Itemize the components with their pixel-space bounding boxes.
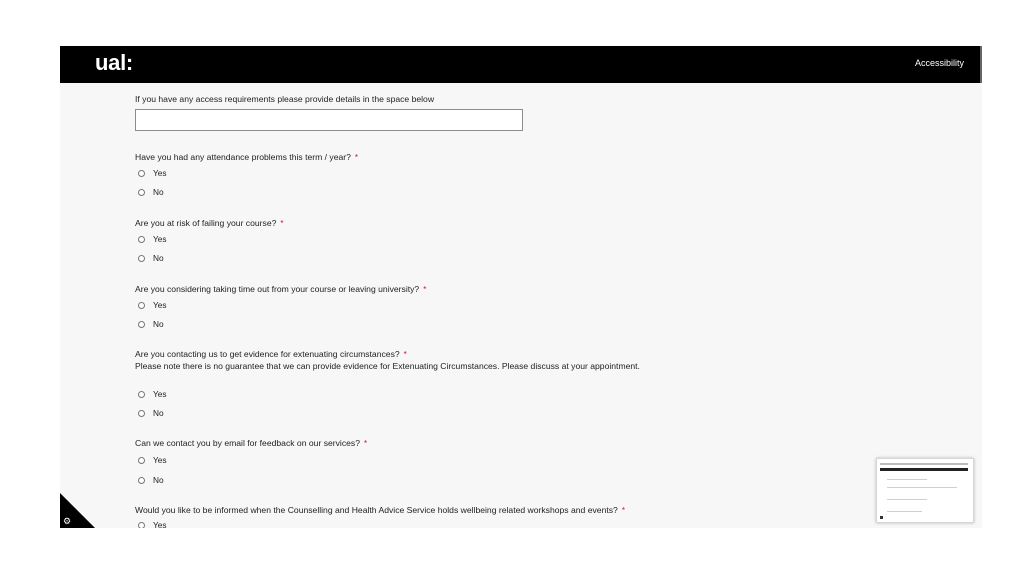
- radio-option[interactable]: [138, 299, 167, 311]
- radio-button[interactable]: [138, 477, 145, 484]
- question-label: Are you contacting us to get evidence for extenuating circumstances?: [135, 349, 400, 359]
- question-label: Can we contact you by email for feedback on our services?: [135, 438, 360, 448]
- radio-option[interactable]: [138, 474, 164, 486]
- radio-option[interactable]: [138, 318, 164, 330]
- question-label: Have you had any attendance problems this term / year?: [135, 152, 351, 162]
- header-bar: [60, 46, 982, 83]
- radio-label: No: [153, 408, 164, 418]
- header-divider: [980, 46, 982, 83]
- radio-button[interactable]: [138, 321, 145, 328]
- radio-label: Yes: [153, 234, 167, 244]
- question-risk-failing: [135, 213, 284, 231]
- radio-option[interactable]: [138, 186, 164, 198]
- radio-label: Yes: [153, 389, 167, 399]
- required-marker: *: [423, 285, 427, 294]
- gear-icon[interactable]: ⚙: [63, 516, 72, 526]
- question-label: Would you like to be informed when the Counselling and Health Advice Service holds wellbeing related workshops and events?: [135, 505, 618, 515]
- radio-button[interactable]: [138, 255, 145, 262]
- radio-option[interactable]: [138, 407, 164, 419]
- radio-label: Yes: [153, 300, 167, 310]
- radio-button[interactable]: [138, 236, 145, 243]
- access-requirements-label: If you have any access requirements please provide details in the space below: [135, 94, 435, 104]
- radio-option[interactable]: [138, 519, 167, 528]
- required-marker: *: [403, 350, 407, 359]
- radio-button[interactable]: [138, 457, 145, 464]
- radio-button[interactable]: [138, 410, 145, 417]
- radio-option[interactable]: [138, 454, 167, 466]
- access-requirements-input[interactable]: [135, 109, 523, 131]
- question-label: Are you at risk of failing your course?: [135, 218, 277, 228]
- required-marker: *: [280, 219, 284, 228]
- radio-label: No: [153, 319, 164, 329]
- extenuating-note: Please note there is no guarantee that we can provide evidence for Extenuating Circumstances. Please discuss at your appointment.: [135, 361, 640, 371]
- radio-label: Yes: [153, 520, 167, 528]
- radio-label: No: [153, 253, 164, 263]
- app-frame: [60, 46, 982, 528]
- question-label: Are you considering taking time out from your course or leaving university?: [135, 284, 420, 294]
- radio-button[interactable]: [138, 522, 145, 529]
- radio-option[interactable]: [138, 233, 167, 245]
- radio-button[interactable]: [138, 391, 145, 398]
- radio-label: Yes: [153, 455, 167, 465]
- radio-option[interactable]: [138, 388, 167, 400]
- question-time-out: [135, 279, 426, 297]
- radio-button[interactable]: [138, 189, 145, 196]
- radio-button[interactable]: [138, 170, 145, 177]
- required-marker: *: [354, 153, 359, 162]
- question-wellbeing-events: [135, 500, 625, 518]
- required-marker: *: [621, 506, 625, 515]
- radio-label: Yes: [153, 168, 167, 178]
- page-thumbnail-preview[interactable]: [876, 458, 974, 523]
- radio-button[interactable]: [138, 302, 145, 309]
- radio-label: No: [153, 187, 164, 197]
- accessibility-link[interactable]: Accessibility: [914, 58, 964, 68]
- ual-logo[interactable]: ual:: [95, 50, 133, 75]
- question-attendance: [135, 147, 358, 165]
- radio-option[interactable]: [138, 252, 164, 264]
- radio-option[interactable]: [138, 167, 167, 179]
- radio-label: No: [153, 475, 164, 485]
- required-marker: *: [364, 439, 368, 448]
- question-email-feedback: [135, 433, 367, 451]
